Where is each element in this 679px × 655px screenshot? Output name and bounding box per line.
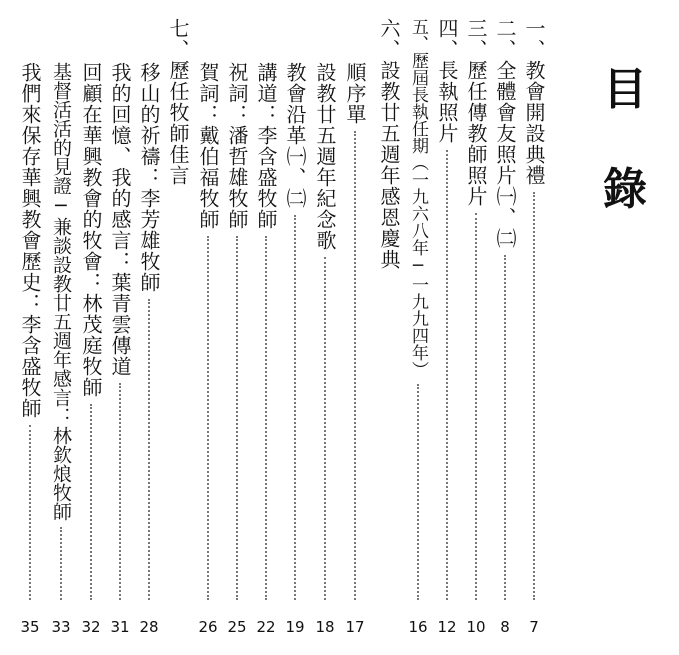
leader-dots — [148, 299, 150, 600]
toc-section-heading — [375, 18, 403, 600]
toc-entry-text: 我的回憶、我的感言：葉青雲傳道 — [108, 62, 132, 377]
toc-page-number: 26 — [198, 618, 218, 636]
toc-entry-text: 教會沿革㈠、㈡ — [283, 62, 307, 209]
toc-entry — [135, 62, 163, 600]
toc-title-char-2: 錄 — [603, 164, 647, 215]
toc-entry — [194, 62, 222, 600]
toc-page-number: 25 — [227, 618, 247, 636]
leader-dots — [265, 236, 267, 600]
toc-entry-text: 我們來保存華興教會歷史：李含盛牧師 — [18, 62, 42, 419]
toc-entry — [16, 62, 44, 600]
toc-entry — [520, 18, 548, 600]
toc-entry — [77, 62, 105, 600]
toc-entry-text: 四、長執照片 — [435, 18, 459, 144]
toc-entry-text: 賀詞：戴伯福牧師 — [196, 62, 220, 230]
toc-page-number: 31 — [110, 618, 130, 636]
leader-dots — [324, 257, 326, 600]
toc-entry-text: 講道：李含盛牧師 — [254, 62, 278, 230]
leader-dots — [294, 215, 296, 600]
toc-entry — [106, 62, 134, 600]
toc-entry-text: 六、設教廿五週年感恩慶典 — [377, 18, 401, 270]
leader-dots — [119, 383, 121, 600]
toc-page-number: 10 — [466, 618, 486, 636]
toc-entry — [341, 62, 369, 600]
toc-page-number: 8 — [500, 618, 510, 636]
toc-entry — [223, 62, 251, 600]
leader-dots — [207, 236, 209, 600]
toc-entry-text: 移山的祈禱：李芳雄牧師 — [137, 62, 161, 293]
toc-page-number: 28 — [139, 618, 159, 636]
leader-dots — [29, 425, 31, 600]
leader-dots — [475, 213, 477, 600]
toc-entry — [462, 18, 490, 600]
toc-page-number: 22 — [256, 618, 276, 636]
toc-entry-text: 祝詞：潘哲雄牧師 — [225, 62, 249, 230]
toc-entry — [281, 62, 309, 600]
toc-page-number: 16 — [408, 618, 428, 636]
toc-title-char-1: 目 — [603, 64, 647, 115]
toc-entry-text: 二、全體會友照片㈠、㈡ — [493, 18, 517, 249]
leader-dots — [90, 404, 92, 600]
toc-entry-text: 設教廿五週年紀念歌 — [313, 62, 337, 251]
leader-dots — [417, 384, 419, 600]
toc-entry — [252, 62, 280, 600]
toc-page-number: 17 — [345, 618, 365, 636]
toc-page-number: 19 — [285, 618, 305, 636]
leader-dots — [354, 131, 356, 600]
toc-page-number: 35 — [20, 618, 40, 636]
leader-dots — [236, 236, 238, 600]
leader-dots — [446, 150, 448, 600]
toc-entry — [491, 18, 519, 600]
toc-page-number: 7 — [529, 618, 539, 636]
leader-dots — [504, 255, 506, 600]
leader-dots — [60, 527, 62, 600]
toc-section-heading — [164, 18, 192, 600]
toc-entry-text: 回顧在華興教會的牧會：林茂庭牧師 — [79, 62, 103, 398]
toc-entry-text: 順序單 — [343, 62, 367, 125]
leader-dots — [533, 192, 535, 600]
toc-page-number: 33 — [51, 618, 71, 636]
toc-page-number: 18 — [315, 618, 335, 636]
toc-entry-text: 一、教會開設典禮 — [522, 18, 546, 186]
toc-entry — [47, 62, 75, 600]
toc-entry-text: 五、歷屆長執任期（一九六八年─一九九四年） — [408, 18, 428, 378]
toc-entry-text: 三、歷任傳教師照片 — [464, 18, 488, 207]
toc-entry — [311, 62, 339, 600]
toc-page-number: 32 — [81, 618, 101, 636]
toc-entry — [404, 18, 432, 600]
toc-page-number: 12 — [437, 618, 457, 636]
toc-entry-text: 七、歷任牧師佳言 — [166, 18, 190, 186]
toc-entry-text: 基督活活的見證─兼談設教廿五週年感言：林欽烺牧師 — [50, 62, 72, 521]
toc-entry — [433, 18, 461, 600]
